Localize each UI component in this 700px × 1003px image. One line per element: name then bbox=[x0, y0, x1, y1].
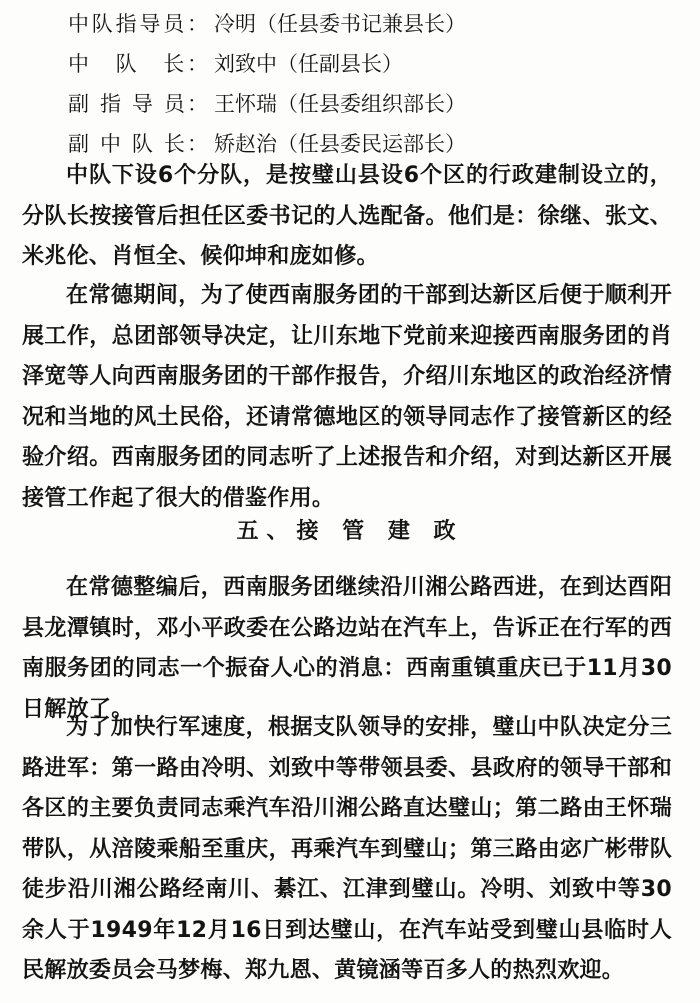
role-title: 副 指 导 员： bbox=[68, 92, 208, 116]
paragraph-changde-period: 在常德期间，为了使西南服务团的干部到达新区后便于顺利开展工作，总团部领导决定，让川东地下党前来迎接西南服务团的肖泽宽等人向西南服务团的干部作报告，介绍川东地区的政治经济情况和当地的风土民俗，还请常德地区的领导同志作了接管新区的经验介绍。西南服务团的同志听了上述报告和介绍，对到达新区开展接管工作起了很大的借鉴作用。 bbox=[22, 283, 672, 511]
role-title: 中 队 长： bbox=[68, 52, 208, 76]
leadership-list bbox=[68, 4, 668, 164]
role-name: 冷明（任县委书记兼县长） bbox=[214, 12, 466, 36]
role-line-captain bbox=[68, 44, 668, 84]
role-name: 矫赵治（任县委民运部长） bbox=[214, 132, 466, 156]
paragraph-squad-divisions: 中队下设6个分队，是按璧山县设6个区的行政建制设立的，分队长按接管后担任区委书记的人选配备。他们是：徐继、张文、米兆伦、肖恒全、候仰坤和庞如修。 bbox=[22, 163, 672, 269]
role-name: 刘致中（任副县长） bbox=[214, 52, 403, 76]
role-line-instructor bbox=[68, 4, 668, 44]
role-line-deputy-instructor bbox=[68, 84, 668, 124]
paragraph-westward-march: 在常德整编后，西南服务团继续沿川湘公路西进，在到达酉阳县龙潭镇时，邓小平政委在公路边站在汽车上，告诉正在行军的西南服务团的同志一个振奋人心的消息：西南重镇重庆已于11月30日解放了。 bbox=[22, 575, 672, 722]
role-name: 王怀瑞（任县委组织部长） bbox=[214, 92, 466, 116]
role-title: 副 中 队 长： bbox=[68, 132, 208, 156]
role-title: 中队指导员： bbox=[68, 12, 208, 36]
paragraph-three-routes: 为了加快行军速度，根据支队领导的安排，璧山中队决定分三路进军：第一路由冷明、刘致中等带领县委、县政府的领导干部和各区的主要负责同志乘汽车沿川湘公路直达璧山；第二路由王怀瑞带队，从涪陵乘船至重庆，再乘汽车到璧山；第三路由宓广彬带队徒步沿川湘公路经南川、綦江、江津到璧山。冷明、刘致中等30余人于1949年12月16日到达璧山，在汽车站受到璧山县临时人民解放委员会马梦梅、郑九恩、黄镜涵等百多人的热烈欢迎。 bbox=[22, 715, 672, 983]
section-heading: 五、接 管 建 政 bbox=[236, 519, 464, 544]
